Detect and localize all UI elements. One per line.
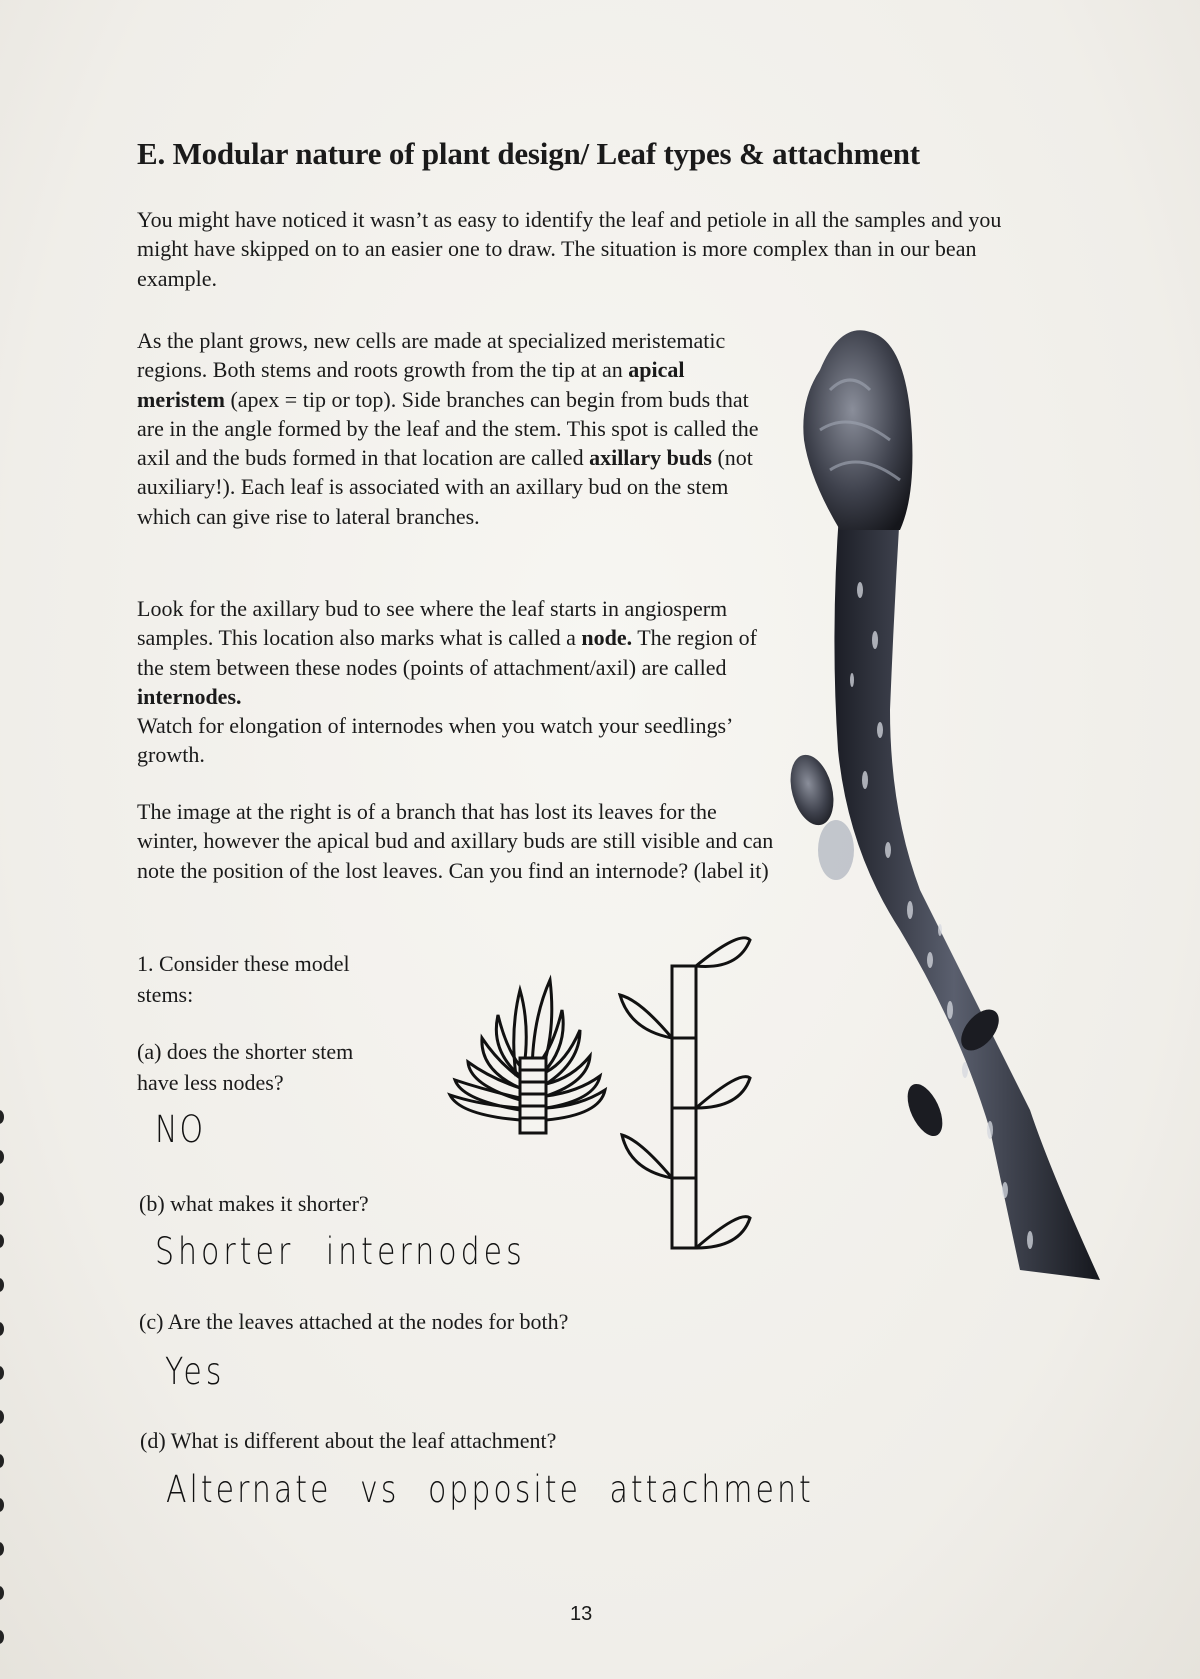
branch-paragraph: The image at the right is of a branch that has lost its leaves for the winter, however the apical bud and axillary buds are still visible and can note the position of the lost leaves. Can you find an internode? (label it) (137, 799, 774, 883)
question-a: (a) does the shorter stem have less nodes? (137, 1039, 354, 1095)
axillary-bud-upper (790, 750, 841, 830)
model-stems-illustration (440, 930, 760, 1260)
question-b: (b) what makes it shorter? (139, 1191, 369, 1216)
term-internodes: internodes. (137, 683, 242, 709)
question-c: (c) Are the leaves attached at the nodes for both? (139, 1309, 569, 1334)
short-stem-drawing (450, 980, 605, 1133)
meristem-text-3: (not auxiliary!). Each leaf is associated with an axillary bud on the stem which can give rise to lateral branches. (137, 445, 753, 529)
meristem-text-1: As the plant grows, new cells are made at specialized meristematic regions. Both stems and roots growth from the tip at an (137, 328, 726, 383)
node-text-3: Watch for elongation of internodes when you watch your seedlings’ growth. (137, 713, 732, 768)
term-node: node. (581, 625, 633, 651)
question-1: 1. Consider these model stems: (137, 951, 350, 1007)
leaf-scar (818, 820, 854, 880)
branch-stem (834, 500, 1100, 1280)
answer-c[interactable]: Yes (165, 1350, 226, 1394)
meristem-paragraph (137, 326, 777, 531)
page-number: 13 (570, 1603, 593, 1625)
node-paragraph (137, 594, 777, 770)
answer-a[interactable]: NO (155, 1108, 206, 1152)
term-apical-meristem: apical meristem (137, 357, 685, 412)
tall-stem-drawing (620, 938, 750, 1248)
node-text-1: Look for the axillary bud to see where the leaf starts in angiosperm samples. This location also marks what is called a (137, 596, 728, 651)
intro-paragraph: You might have noticed it wasn’t as easy to identify the leaf and petiole in all the samples and you might have skipped on to an easier one to draw. The situation is more complex than in our bean example. (137, 207, 1002, 291)
answer-b[interactable]: Shorter internodes (155, 1230, 526, 1274)
meristem-text-2: (apex = tip or top). Side branches can begin from buds that are in the angle formed by the leaf and the stem. This spot is called the axil and the buds formed in that location are called (137, 386, 759, 471)
node-text-2: The region of the stem between these nodes (points of attachment/axil) are called (137, 625, 757, 680)
answer-d[interactable]: Alternate vs opposite attachment (166, 1468, 814, 1512)
binding-holes (0, 1110, 8, 1670)
apical-bud (803, 330, 912, 530)
section-heading: E. Modular nature of plant design/ Leaf types & attachment (137, 136, 920, 171)
term-axillary-buds: axillary buds (589, 445, 712, 471)
question-d: (d) What is different about the leaf attachment? (140, 1428, 557, 1453)
winter-branch-photo (790, 330, 1110, 1290)
